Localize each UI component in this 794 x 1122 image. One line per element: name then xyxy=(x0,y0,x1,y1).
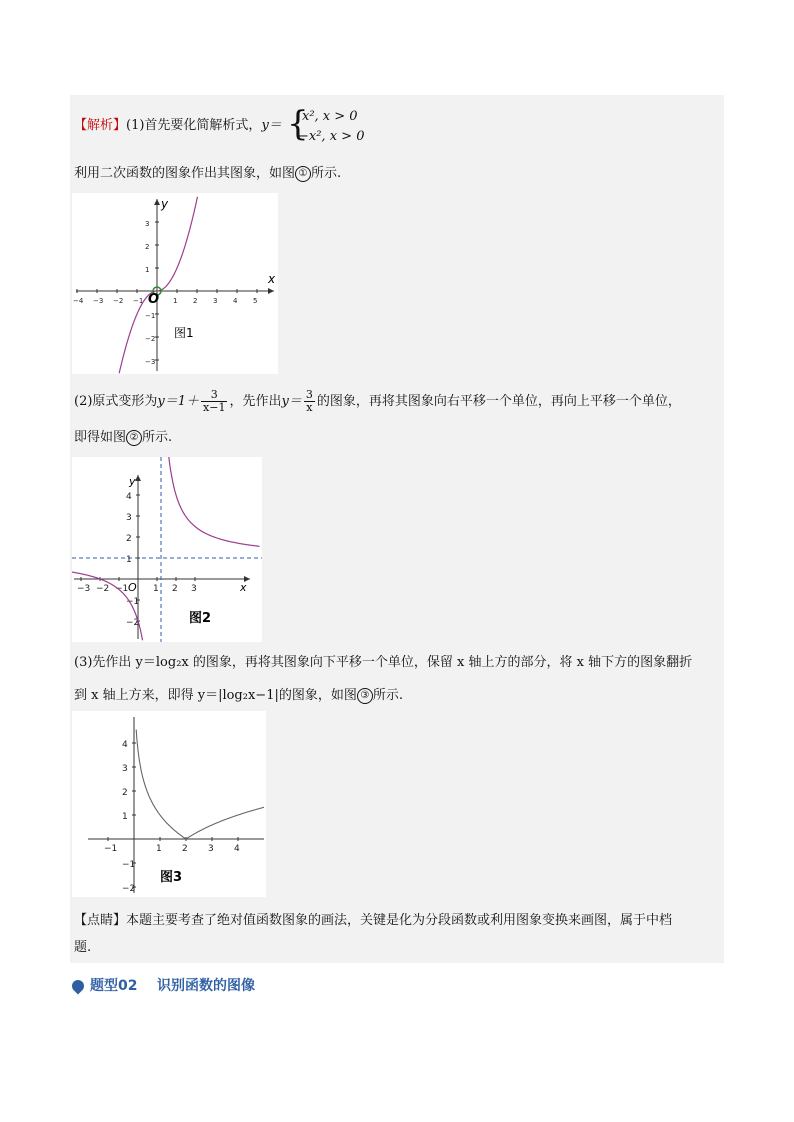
x-tick-label: −3 xyxy=(77,584,91,594)
analysis-text: (1)首先要化简解析式， xyxy=(126,118,262,133)
line-2-text: 利用二次函数的图象作出其图象，如图 xyxy=(74,166,296,181)
figure-1-graph xyxy=(72,193,278,374)
x-tick-label: 1 xyxy=(153,584,159,594)
y-tick-label: 4 xyxy=(126,492,132,502)
x-tick-label: −1 xyxy=(104,844,118,854)
fig3-caption: 图3 xyxy=(160,870,183,885)
y-tick-label: −1 xyxy=(126,597,140,607)
y-tick-label: −2 xyxy=(126,618,140,628)
figure-2-graph xyxy=(72,457,262,642)
piecewise-y: y＝ xyxy=(261,118,282,133)
x-tick-label: −1 xyxy=(115,584,129,594)
analysis-line-1 xyxy=(74,116,282,136)
y-tick-label: 2 xyxy=(145,243,150,251)
line-6-text: 到 x 轴上方来，即得 y＝|log₂x−1|的图象，如图 xyxy=(74,688,357,703)
x-tick-label: −3 xyxy=(93,297,104,305)
fig1-x-label: x xyxy=(268,272,276,286)
fig2-y-label: y xyxy=(129,475,136,488)
analysis-line-4 xyxy=(74,428,172,448)
fraction-2-num: 3 xyxy=(305,388,313,401)
x-tick-label: −2 xyxy=(96,584,110,594)
section-title: 识别函数的图像 xyxy=(156,978,255,994)
y-tick-label: −2 xyxy=(122,884,136,894)
x-tick-label: 1 xyxy=(173,297,178,305)
fig2-x-label: x xyxy=(240,581,247,594)
fig2-caption: 图2 xyxy=(189,611,212,626)
section-number: 题型02 xyxy=(90,978,138,994)
x-tick-label: 4 xyxy=(233,297,238,305)
y-tick-label: 4 xyxy=(122,740,128,750)
line-4-text: 即得如图 xyxy=(74,430,127,445)
fraction-1 xyxy=(201,389,227,414)
y-tick-label: 2 xyxy=(122,788,128,798)
y-tick-label: 1 xyxy=(145,266,150,274)
y-tick-label: 2 xyxy=(126,534,132,544)
line-3-d: y＝ xyxy=(281,394,302,409)
piecewise-case-1: x², x > 0 xyxy=(302,109,358,124)
x-tick-label: 3 xyxy=(213,297,218,305)
y-tick-label: 3 xyxy=(122,764,128,774)
fig1-caption: 图1 xyxy=(174,326,194,340)
line-6-tail: 所示. xyxy=(372,688,403,703)
fig2-origin: O xyxy=(128,581,137,594)
figure-3-graph xyxy=(72,711,266,897)
y-tick-label: 1 xyxy=(126,555,132,565)
figure-ref-2: ② xyxy=(126,430,142,446)
figure-ref-3: ③ xyxy=(357,688,373,704)
line-4-tail: 所示. xyxy=(142,430,173,445)
x-tick-label: −1 xyxy=(133,297,144,305)
function-curve xyxy=(169,457,260,546)
line-3-c: ，先作出 xyxy=(229,394,282,409)
x-tick-label: 3 xyxy=(208,844,214,854)
y-tick-label: −1 xyxy=(145,312,156,320)
remark-line-1: 【点睛】本题主要考查了绝对值函数图象的画法，关键是化为分段函数或利用图象变换来画图，属于中档 xyxy=(74,913,673,928)
y-tick-label: 3 xyxy=(145,220,150,228)
x-tick-label: 2 xyxy=(182,844,188,854)
location-pin-icon xyxy=(70,978,87,995)
analysis-line-3 xyxy=(74,385,681,419)
x-tick-label: 1 xyxy=(156,844,162,854)
fraction-1-den: x−1 xyxy=(203,401,226,414)
figure-3 xyxy=(72,711,266,897)
piecewise-case-2: −x², x > 0 xyxy=(298,129,365,144)
y-tick-label: −3 xyxy=(145,358,156,366)
fraction-2 xyxy=(304,389,315,414)
section-heading xyxy=(72,975,255,995)
line-3-e: 的图象，再将其图象向右平移一个单位，再向上平移一个单位， xyxy=(316,394,681,409)
line-2-tail: 所示. xyxy=(311,166,342,181)
figure-2 xyxy=(72,457,262,642)
analysis-line-5: (3)先作出 y＝log₂x 的图象，再将其图象向下平移一个单位，保留 x 轴上方的部分，将 x 轴下方的图象翻折 xyxy=(74,655,693,670)
line-3-b: y＝1＋ xyxy=(157,394,200,409)
x-tick-label: −2 xyxy=(113,297,124,305)
fig1-y-label: y xyxy=(161,197,169,211)
y-tick-label: −1 xyxy=(122,860,136,870)
analysis-tag: 【解析】 xyxy=(74,118,127,133)
x-tick-label: −4 xyxy=(73,297,84,305)
y-tick-label: −2 xyxy=(145,335,156,343)
x-tick-label: 3 xyxy=(191,584,197,594)
piecewise-brace: { xyxy=(287,104,309,144)
remark-line-2: 题. xyxy=(74,940,92,955)
fraction-2-den: x xyxy=(306,401,313,414)
analysis-line-6 xyxy=(74,686,403,706)
x-tick-label: 5 xyxy=(253,297,258,305)
figure-ref-1: ① xyxy=(295,166,311,182)
x-tick-label: 2 xyxy=(193,297,198,305)
line-3-a: (2)原式变形为 xyxy=(74,394,158,409)
analysis-line-2 xyxy=(74,164,341,184)
function-curve xyxy=(119,197,197,373)
x-tick-label: 2 xyxy=(172,584,178,594)
y-tick-label: 3 xyxy=(126,513,132,523)
figure-1 xyxy=(72,193,278,374)
fig1-origin: O xyxy=(148,292,160,307)
x-tick-label: 4 xyxy=(234,844,240,854)
fraction-1-num: 3 xyxy=(201,389,227,402)
y-tick-label: 1 xyxy=(122,812,128,822)
function-curve xyxy=(136,730,264,839)
